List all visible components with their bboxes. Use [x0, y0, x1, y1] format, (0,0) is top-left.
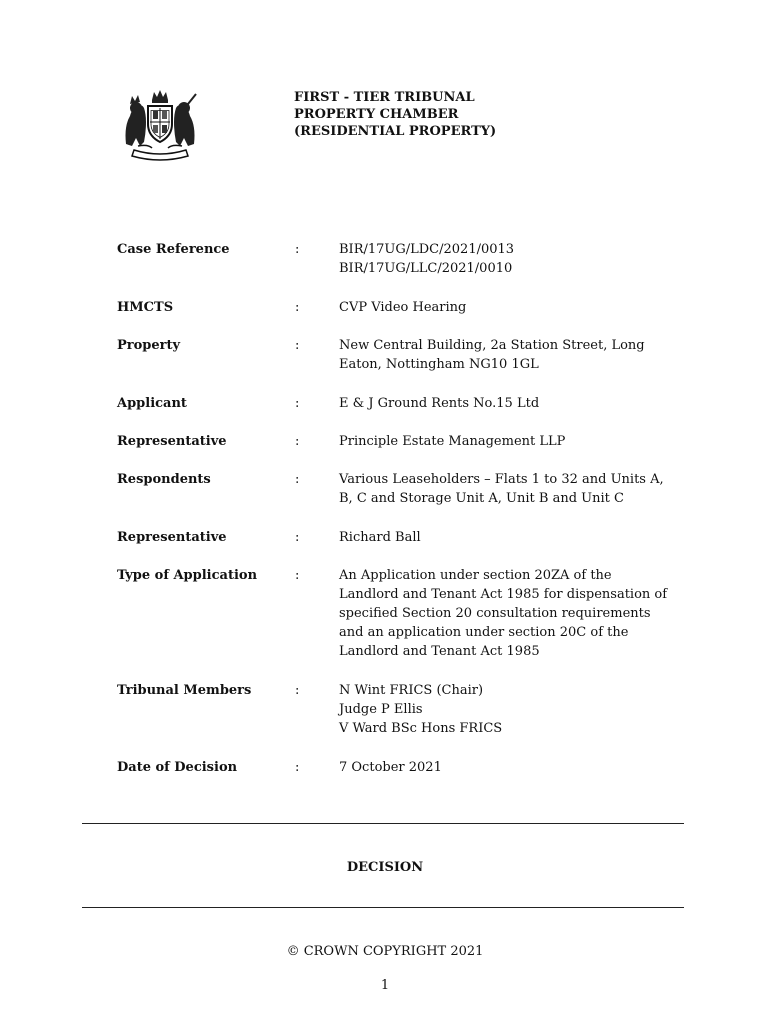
field-colon: : — [295, 396, 300, 411]
header-line: (RESIDENTIAL PROPERTY) — [294, 124, 497, 139]
value-line: specified Section 20 consultation requirements — [339, 606, 651, 621]
copyright-notice: © CROWN COPYRIGHT 2021 — [286, 944, 484, 959]
value-line: B, C and Storage Unit A, Unit B and Unit C — [339, 491, 624, 506]
field-label: Date of Decision — [117, 760, 238, 775]
header-line: PROPERTY CHAMBER — [294, 107, 459, 122]
royal-coat-of-arms-icon — [118, 86, 202, 162]
value-line: Landlord and Tenant Act 1985 for dispensation of — [339, 587, 668, 602]
field-colon: : — [295, 760, 300, 775]
field-label: Property — [117, 338, 181, 353]
value-line: E & J Ground Rents No.15 Ltd — [339, 396, 540, 411]
divider-bottom — [82, 907, 684, 908]
value-line: Principle Estate Management LLP — [339, 434, 566, 449]
field-colon: : — [295, 434, 300, 449]
value-line: Landlord and Tenant Act 1985 — [339, 644, 540, 659]
divider-top — [82, 823, 684, 824]
header-line: FIRST - TIER TRIBUNAL — [294, 90, 475, 105]
field-value — [339, 394, 659, 413]
field-colon: : — [295, 530, 300, 545]
value-line: An Application under section 20ZA of the — [339, 568, 612, 583]
tribunal-header — [294, 89, 496, 140]
field-colon: : — [295, 568, 300, 583]
value-line: Eaton, Nottingham NG10 1GL — [339, 357, 539, 372]
field-label: Representative — [117, 434, 227, 449]
field-value — [339, 758, 659, 777]
value-line: Richard Ball — [339, 530, 421, 545]
field-value — [339, 336, 659, 374]
field-value — [339, 681, 659, 738]
field-label: Case Reference — [117, 242, 230, 257]
field-colon: : — [295, 472, 300, 487]
value-line: Various Leaseholders – Flats 1 to 32 and Units A, — [339, 472, 664, 487]
value-line: V Ward BSc Hons FRICS — [339, 721, 503, 736]
field-label: Respondents — [117, 472, 211, 487]
value-line: Judge P Ellis — [339, 702, 423, 717]
field-label: HMCTS — [117, 300, 174, 315]
field-colon: : — [295, 300, 300, 315]
field-colon: : — [295, 242, 300, 257]
field-value — [339, 298, 659, 317]
value-line: N Wint FRICS (Chair) — [339, 683, 484, 698]
field-label: Tribunal Members — [117, 683, 252, 698]
field-value — [339, 432, 659, 451]
field-label: Representative — [117, 530, 227, 545]
value-line: BIR/17UG/LLC/2021/0010 — [339, 261, 513, 276]
field-value — [339, 470, 664, 508]
field-colon: : — [295, 338, 300, 353]
field-label: Type of Application — [117, 568, 258, 583]
decision-title: DECISION — [346, 860, 424, 875]
field-value — [339, 566, 668, 661]
field-value — [339, 240, 659, 278]
value-line: and an application under section 20C of the — [339, 625, 629, 640]
page-number: 1 — [380, 978, 390, 993]
field-label: Applicant — [117, 396, 187, 411]
field-value — [339, 528, 659, 547]
value-line: CVP Video Hearing — [339, 300, 467, 315]
value-line: BIR/17UG/LDC/2021/0013 — [339, 242, 515, 257]
field-colon: : — [295, 683, 300, 698]
value-line: 7 October 2021 — [339, 760, 442, 775]
value-line: New Central Building, 2a Station Street, Long — [339, 338, 645, 353]
